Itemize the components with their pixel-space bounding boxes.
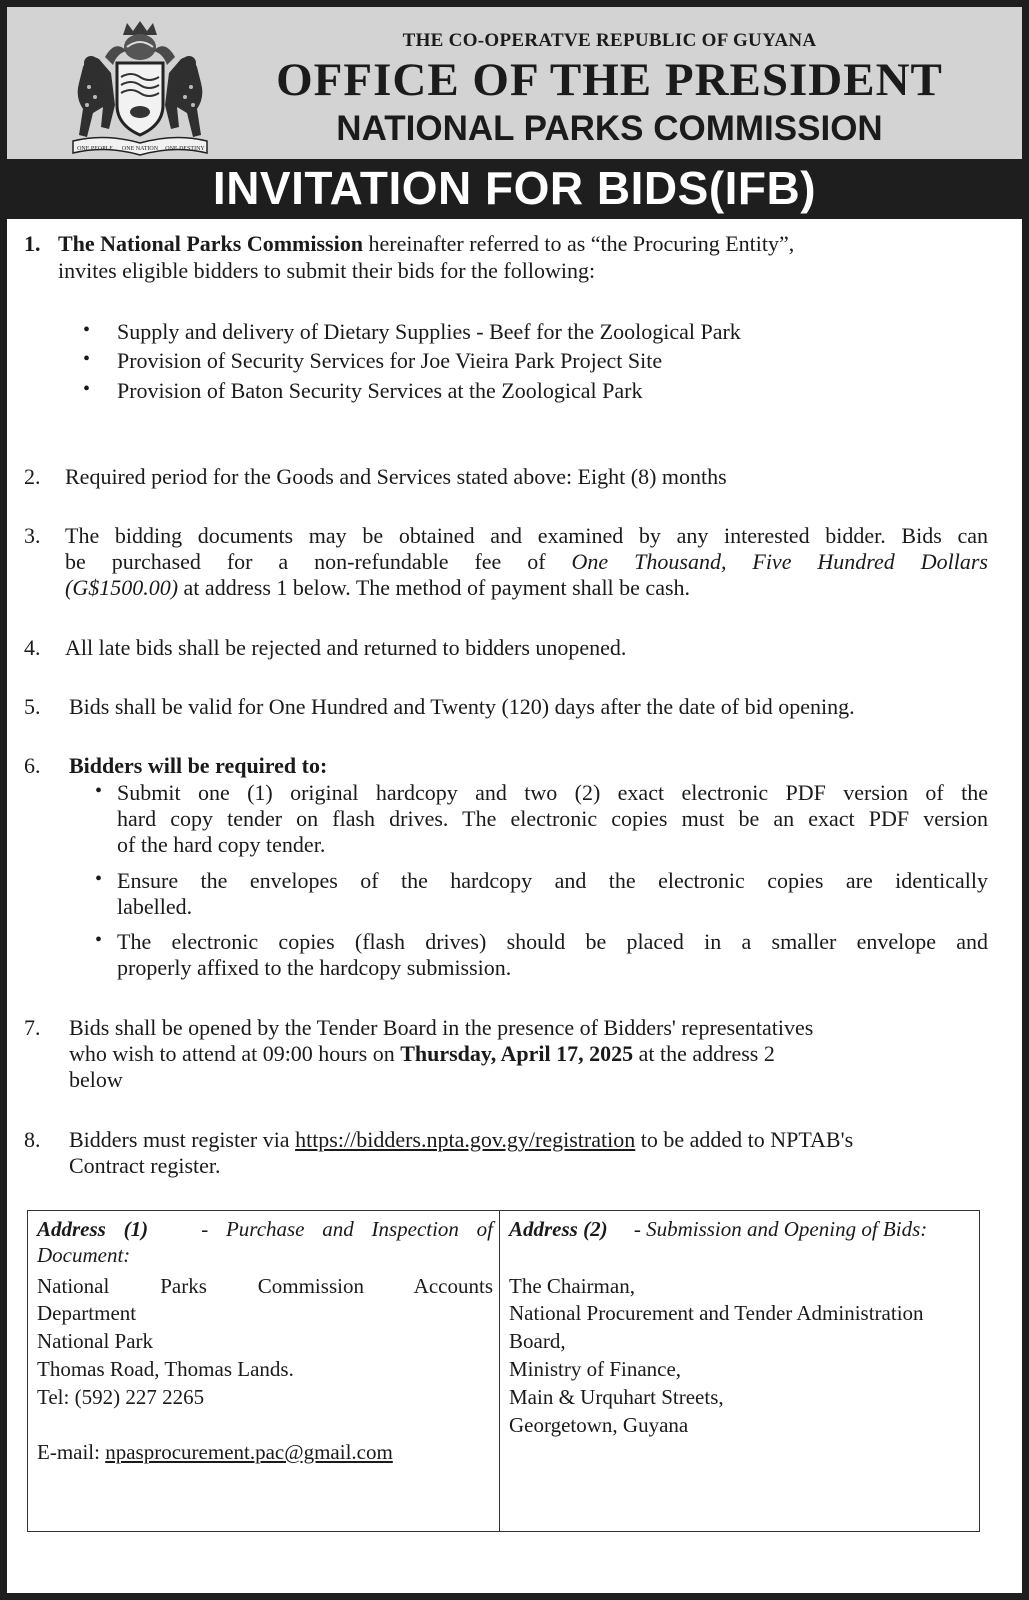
bullet-icon: • [95, 780, 103, 802]
item-8-line-2: Contract register. [69, 1153, 221, 1178]
item-6-heading: Bidders will be required to: [69, 753, 328, 778]
bullet-item: Provision of Baton Security Services at the Zoological Park [117, 378, 643, 403]
address-1-line-3: National Park [37, 1329, 154, 1353]
item-7-line-1: Bids shall be opened by the Tender Board in the presence of Bidders' representatives [69, 1015, 814, 1040]
requirement-1-line-2: hard copy tender on flash drives. The electronic copies must be an exact PDF version [117, 806, 988, 831]
item-1-number: 1. [24, 231, 41, 256]
address-1-label: Address (1) [37, 1217, 149, 1241]
bullet-item: Supply and delivery of Dietary Supplies - Beef for the Zoological Park [117, 319, 741, 344]
commission-title: NATIONAL PARKS COMMISSION [336, 109, 883, 148]
item-3-text: at address 1 below. The method of payment shall be cash. [178, 575, 691, 600]
item-4-text: All late bids shall be rejected and returned to bidders unopened. [65, 635, 627, 660]
requirement-1-line-3: of the hard copy tender. [117, 832, 326, 857]
page-title: INVITATION FOR BIDS(IFB) [212, 162, 817, 214]
address-1-email-line [37, 1439, 393, 1465]
bullet-icon: • [83, 319, 91, 341]
address-1-heading-line-2: Document: [37, 1243, 131, 1267]
bullet-icon: • [83, 348, 91, 370]
address-2-line-5: Main & Urquhart Streets, [509, 1385, 724, 1409]
fee-amount: (G$1500.00) [65, 575, 179, 600]
header-band [7, 7, 1022, 159]
address-2-line-6: Georgetown, Guyana [509, 1413, 689, 1437]
bullet-icon: • [95, 929, 103, 951]
email-link[interactable]: npasprocurement.pac@gmail.com [105, 1440, 393, 1464]
requirement-1-line-1: Submit one (1) original hardcopy and two (2) exact electronic PDF version of the [117, 780, 988, 805]
address-2-purpose: - Submission and Opening of Bids: [633, 1217, 928, 1241]
bullet-item: Provision of Security Services for Joe Vieira Park Project Site [117, 348, 663, 373]
address-1-line-1: National Parks Commission Accounts [37, 1274, 493, 1298]
address-1-heading [37, 1216, 493, 1242]
address-2-label: Address (2) [509, 1217, 608, 1241]
address-divider [499, 1211, 500, 1531]
title-banner [7, 159, 1022, 219]
requirement-2-line-2: labelled. [117, 894, 193, 919]
item-7-line-2 [69, 1041, 775, 1067]
address-2-line-2: National Procurement and Tender Administration [509, 1301, 924, 1325]
requirement-3-line-2: properly affixed to the hardcopy submission. [117, 955, 512, 980]
item-8-text: Bidders must register via [69, 1127, 296, 1152]
registration-link[interactable]: https://bidders.npta.gov.gy/registration [295, 1127, 636, 1152]
opening-date: Thursday, April 17, 2025 [400, 1041, 634, 1066]
address-2-line-3: Board, [509, 1329, 566, 1353]
requirement-2-line-1: Ensure the envelopes of the hardcopy and the electronic copies are identically [117, 868, 988, 893]
item-6-number: 6. [24, 753, 41, 778]
item-3-line-3 [65, 575, 690, 601]
item-5-text: Bids shall be valid for One Hundred and Twenty (120) days after the date of bid opening. [69, 694, 855, 719]
bullet-icon: • [83, 378, 91, 400]
coat-of-arms-icon [65, 17, 215, 157]
item-1-line-1 [58, 231, 794, 257]
address-table [27, 1210, 980, 1532]
item-3-text: be purchased for a non-refundable fee of [65, 549, 572, 574]
requirement-3-line-1: The electronic copies (flash drives) should be placed in a smaller envelope and [117, 929, 988, 954]
item-4-number: 4. [24, 635, 41, 660]
address-1-tel: Tel: (592) 227 2265 [37, 1385, 205, 1409]
fee-words: One Thousand, Five Hundred Dollars [571, 549, 988, 574]
motto-2: ONE NATION [121, 146, 159, 152]
item-8-number: 8. [24, 1127, 41, 1152]
item-8-line-1 [69, 1127, 853, 1153]
item-2-number: 2. [24, 464, 41, 489]
item-1-text: hereinafter referred to as “the Procuring Entity”, [362, 231, 795, 256]
address-2-heading [509, 1216, 927, 1242]
address-2-line-1: The Chairman, [509, 1274, 635, 1298]
republic-name: THE CO-OPERATVE REPUBLIC OF GUYANA [402, 30, 817, 51]
office-title: OFFICE OF THE PRESIDENT [276, 54, 943, 106]
item-8-text: to be added to NPTAB's [635, 1127, 854, 1152]
address-2-line-4: Ministry of Finance, [509, 1357, 682, 1381]
item-7-number: 7. [24, 1015, 41, 1040]
email-label: E-mail: [37, 1440, 106, 1464]
item-5-number: 5. [24, 694, 41, 719]
address-1-line-2: Department [37, 1301, 137, 1325]
item-2-text: Required period for the Goods and Services stated above: Eight (8) months [65, 464, 727, 489]
item-7-text: who wish to attend at 09:00 hours on [69, 1041, 401, 1066]
procuring-entity-name: The National Parks Commission [58, 231, 363, 256]
bullet-icon: • [95, 868, 103, 890]
address-1-line-4: Thomas Road, Thomas Lands. [37, 1357, 294, 1381]
motto-1: ONE PEOPLE [77, 146, 113, 152]
item-1-line-2: invites eligible bidders to submit their bids for the following: [58, 258, 596, 283]
motto-3: ONE DESTINY [165, 146, 205, 152]
item-7-line-3: below [69, 1067, 123, 1092]
address-1-purpose: - Purchase and Inspection of [201, 1217, 493, 1241]
item-3-line-2 [65, 549, 988, 575]
item-3-number: 3. [24, 523, 41, 548]
item-3-line-1: The bidding documents may be obtained and examined by any interested bidder. Bids can [65, 523, 988, 548]
item-7-text: at the address 2 [633, 1041, 775, 1066]
